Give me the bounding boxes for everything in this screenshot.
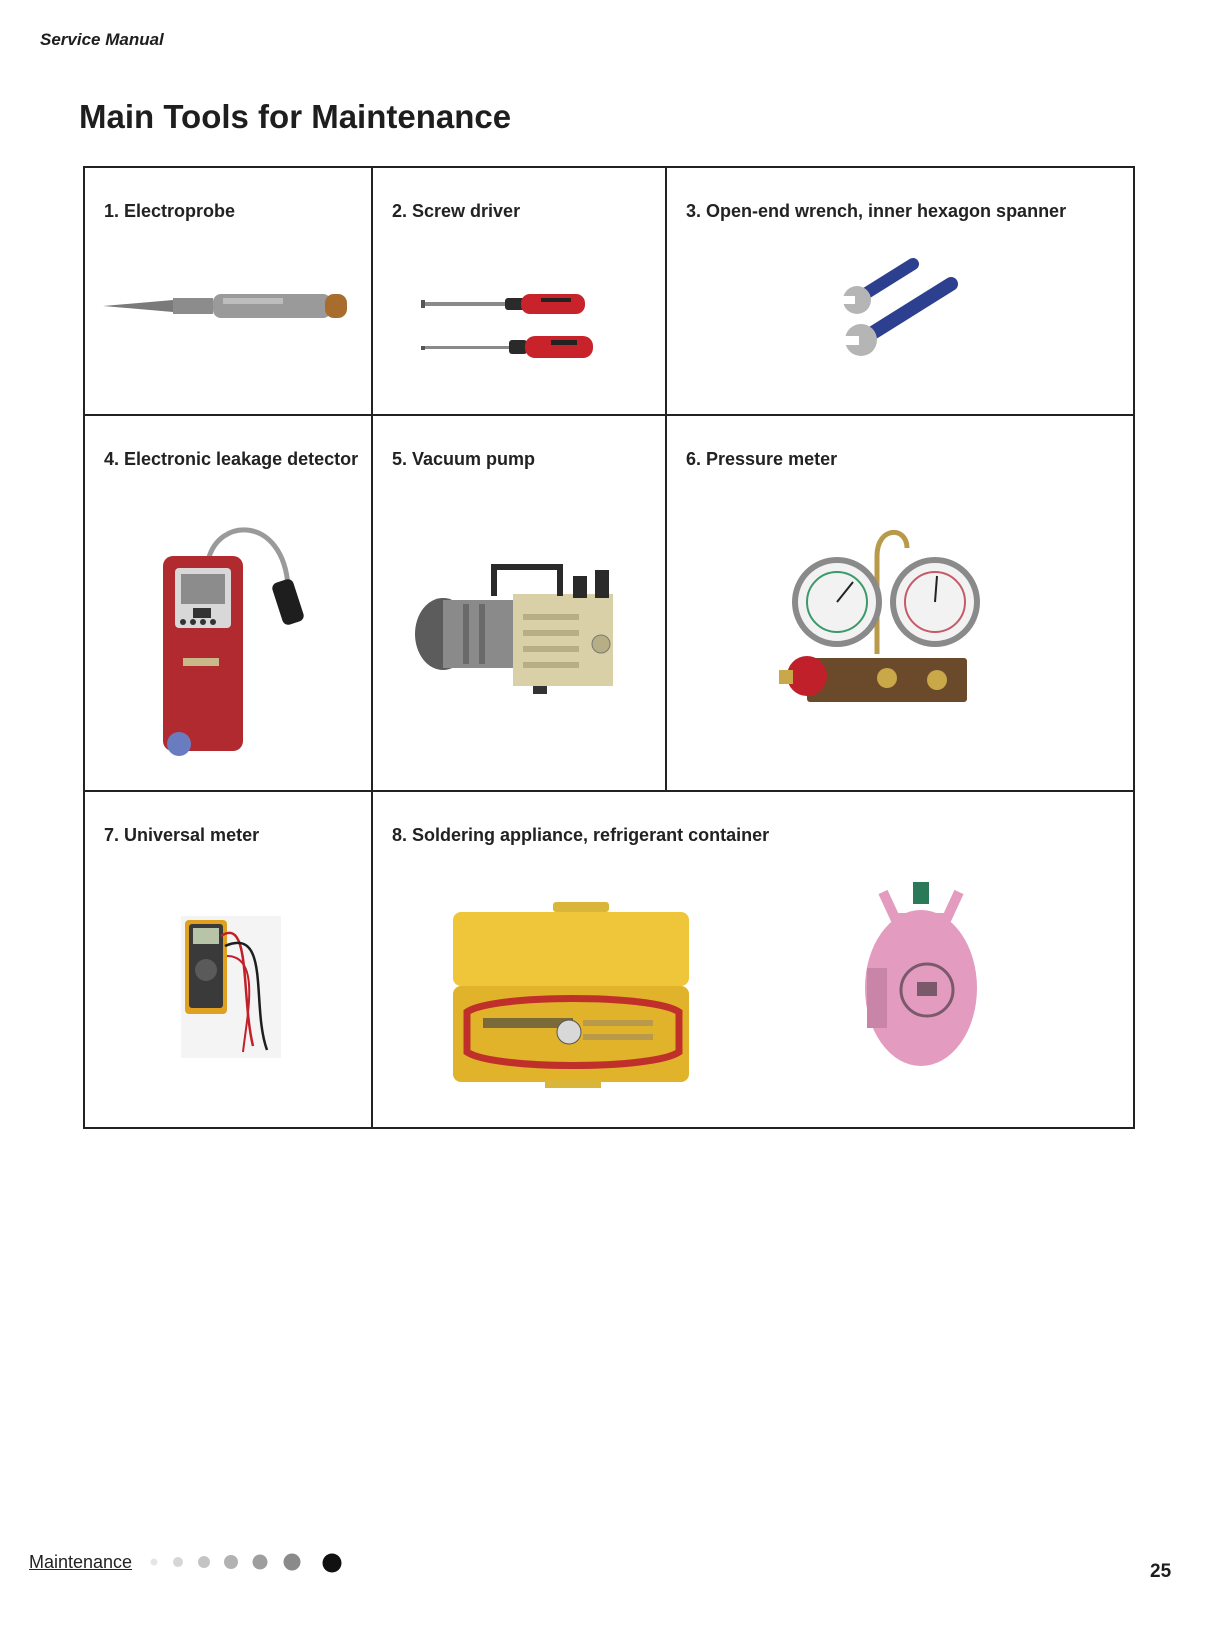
progress-dot — [253, 1555, 268, 1570]
tool-cell-vacuum-pump — [371, 414, 667, 792]
progress-dot — [198, 1556, 210, 1568]
tool-cell-wrench — [665, 166, 1135, 416]
page-number: 25 — [1150, 1561, 1172, 1582]
tool-cell-multimeter — [83, 790, 373, 1129]
wrench-icon — [835, 252, 975, 362]
vacuum-pump-icon — [413, 554, 623, 704]
multimeter-icon — [181, 916, 281, 1058]
electroprobe-icon — [103, 286, 353, 326]
tool-label: 2. Screw driver — [392, 201, 521, 221]
leak-detector-icon — [163, 516, 323, 766]
screwdriver-icon — [421, 286, 601, 366]
progress-dot — [224, 1555, 238, 1569]
tool-label: 7. Universal meter — [104, 825, 260, 845]
tools-table — [83, 166, 1135, 1129]
tool-cell-pressure-gauge — [665, 414, 1135, 792]
tool-cell-screwdriver — [371, 166, 667, 416]
page-title: Main Tools for Maintenance — [79, 98, 512, 135]
pressure-gauge-icon — [777, 526, 997, 716]
tool-label: 8. Soldering appliance, refrigerant container — [392, 825, 770, 845]
progress-dot — [284, 1554, 301, 1571]
running-header: Service Manual — [40, 30, 164, 49]
tool-cell-soldering — [371, 790, 1135, 1129]
progress-dot — [151, 1559, 158, 1566]
tool-label: 3. Open-end wrench, inner hexagon spanner — [686, 201, 1067, 221]
tool-label: 6. Pressure meter — [686, 449, 838, 469]
tool-label: 1. Electroprobe — [104, 201, 236, 221]
tool-label: 5. Vacuum pump — [392, 449, 536, 469]
progress-dots — [148, 1551, 348, 1575]
tool-cell-leak-detector — [83, 414, 373, 792]
tool-cell-electroprobe — [83, 166, 373, 416]
tool-label: 4. Electronic leakage detector — [104, 449, 359, 469]
footer-section-link[interactable]: Maintenance — [29, 1552, 133, 1572]
soldering-kit-icon — [453, 902, 693, 1092]
refrigerant-cylinder-icon — [861, 878, 981, 1078]
progress-dot — [173, 1557, 183, 1567]
progress-dot-current — [323, 1554, 342, 1573]
